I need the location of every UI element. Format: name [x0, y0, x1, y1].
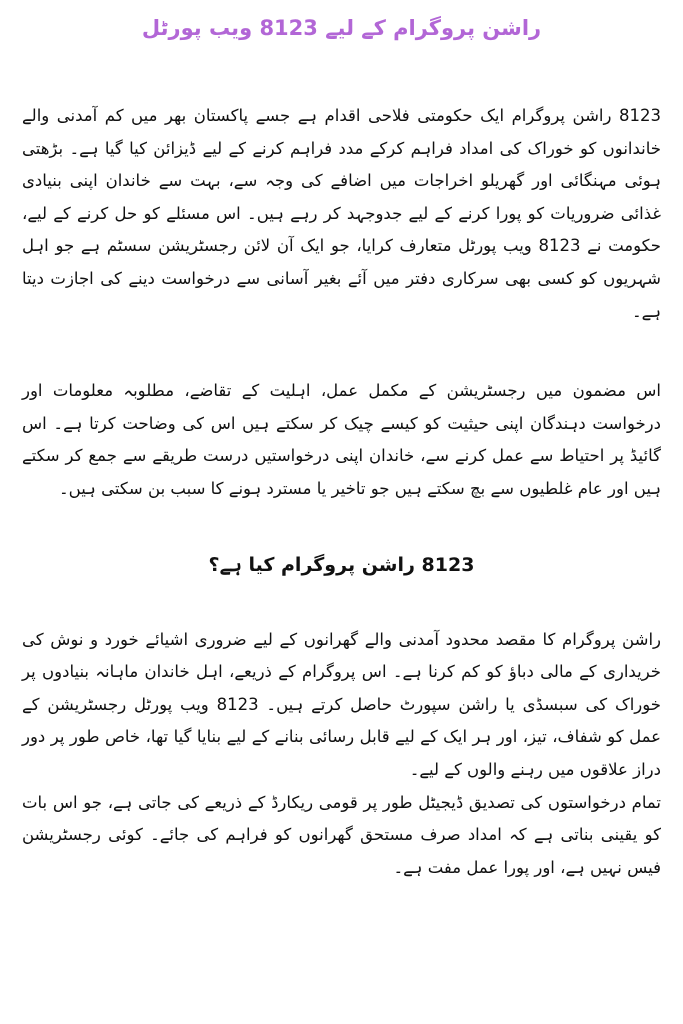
intro-paragraph: 8123 راشن پروگرام ایک حکومتی فلاحی اقدام ہے جسے پاکستان بھر میں کم آمدنی والے خاندانوں کو خوراک کی امداد فراہم کرکے مدد فراہم کرنے کے لیے ڈیزائن کیا گیا ہے۔ بڑھتی ہوئی مہنگائی اور گھریلو اخراجات میں اضافے کی وجہ سے، بہت سے خاندان اپنی بنیادی غذائی ضروریات کو پورا کرنے کے لیے جدوجہد کر رہے ہیں۔ اس مسئلے کو حل کرنے کے لیے، حکومت نے 8123 ویب پورٹل متعارف کرایا، جو ایک آن لائن رجسٹریشن سسٹم ہے جو اہل شہریوں کو کسی بھی سرکاری دفتر میں آئے بغیر آسانی سے درخواست دینے کی اجازت دیتا ہے۔ — [22, 106, 661, 321]
page-title: راشن پروگرام کے لیے 8123 ویب پورٹل — [141, 16, 542, 40]
guide-summary-paragraph: اس مضمون میں رجسٹریشن کے مکمل عمل، اہلیت کے تقاضے، مطلوبہ معلومات اور درخواست دہندگان اپنی حیثیت کو کیسے چیک کر سکتے ہیں اس کی وضاحت کرتا ہے۔ اس گائیڈ پر احتیاط سے عمل کرنے سے، خاندان اپنی درخواستیں درست طریقے سے جمع کر سکتے ہیں اور عام غلطیوں سے بچ سکتے ہیں جو تاخیر یا مسترد ہونے کا سبب بن سکتی ہیں۔ — [22, 381, 661, 498]
section-heading: 8123 راشن پروگرام کیا ہے؟ — [208, 553, 475, 576]
program-description-paragraph: راشن پروگرام کا مقصد محدود آمدنی والے گھرانوں کے لیے ضروری اشیائے خورد و نوش کی خریداری کے مالی دباؤ کو کم کرنا ہے۔ اس پروگرام کے ذریعے، اہل خاندان ماہانہ بنیادوں پر خوراک کی سبسڈی یا راشن سپورٹ حاصل کرتے ہیں۔ 8123 ویب پورٹل رجسٹریشن کے عمل کو شفاف، تیز، اور ہر ایک کے لیے قابل رسائی بنانے کے لیے بنایا گیا تھا، خاص طور پر دور دراز علاقوں میں رہنے والوں کے لیے۔ — [22, 629, 662, 779]
verification-paragraph: تمام درخواستوں کی تصدیق ڈیجیٹل طور پر قومی ریکارڈ کے ذریعے کی جاتی ہے، جو اس بات کو یقینی بناتی ہے کہ امداد صرف مستحق گھرانوں کو فراہم کی جائے۔ کوئی رجسٹریشن فیس نہیں ہے، اور پورا عمل مفت ہے۔ — [22, 792, 661, 877]
